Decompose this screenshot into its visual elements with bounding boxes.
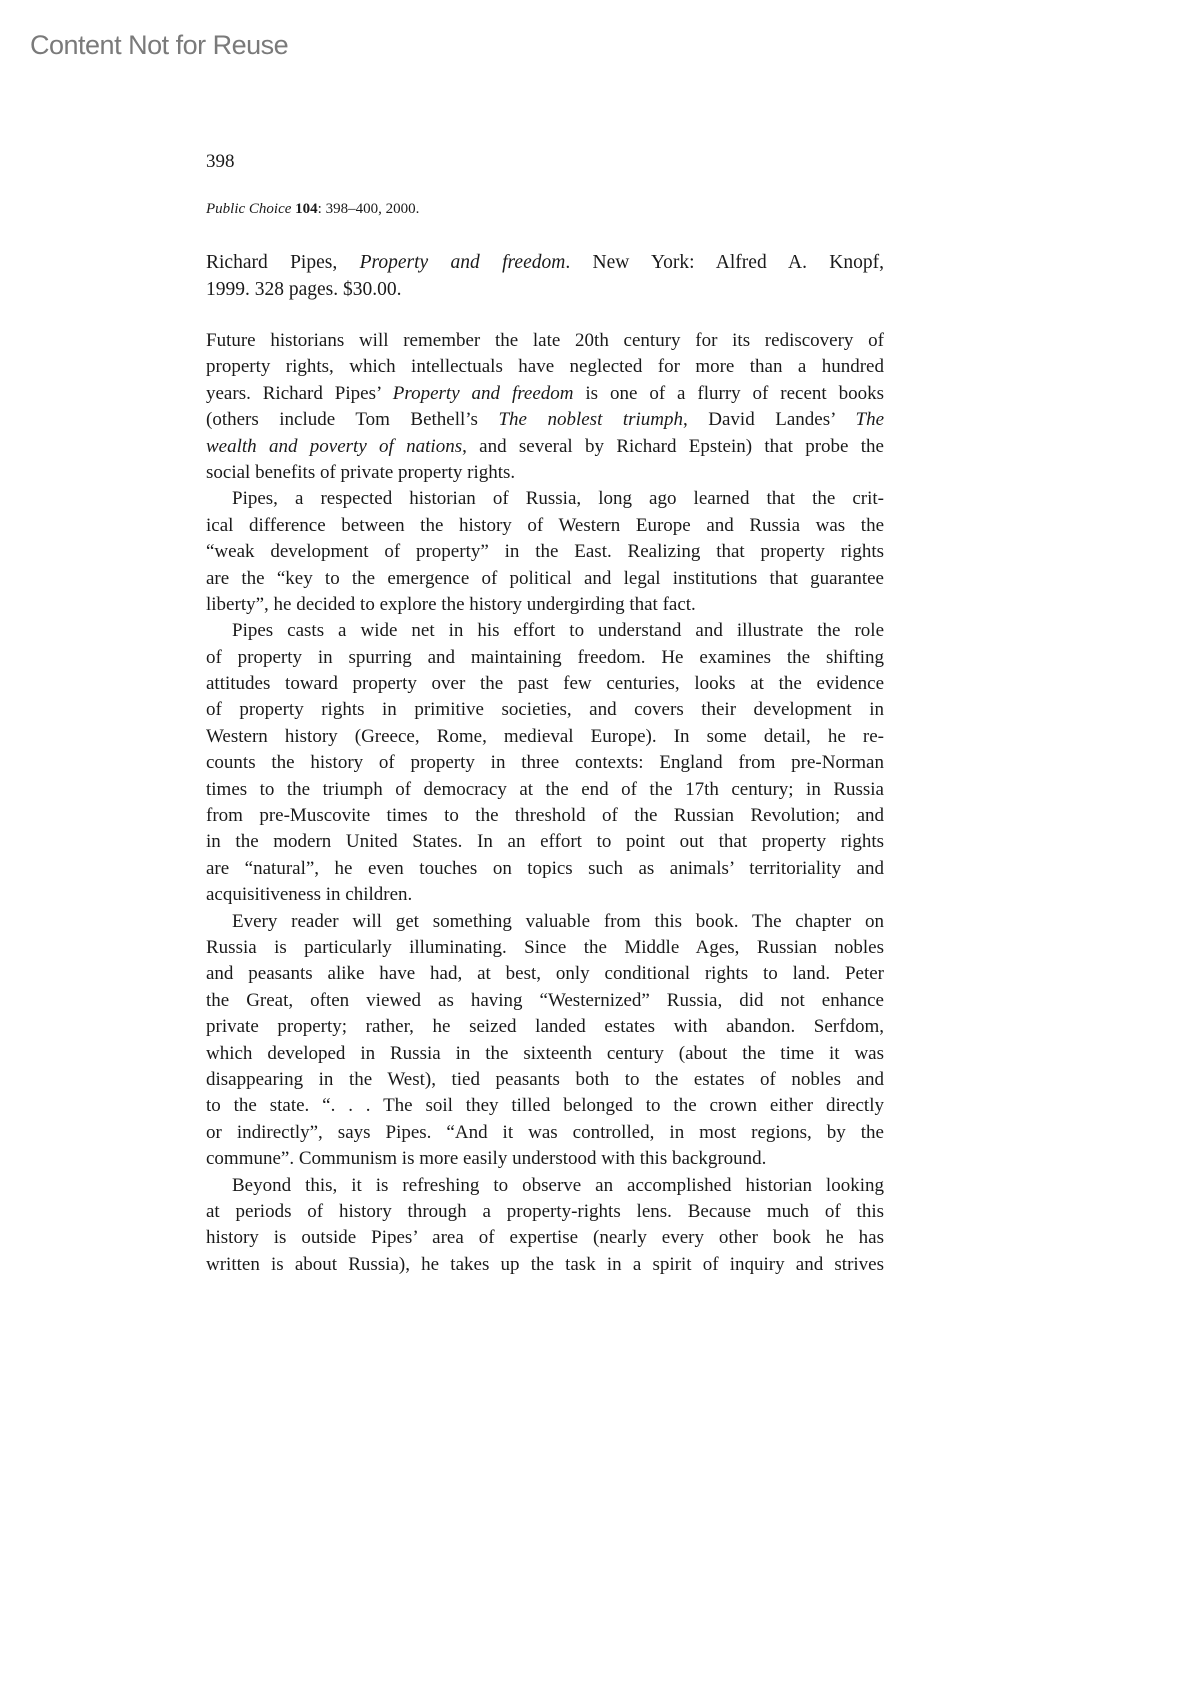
text-segment: attitudes toward property over the past few centuries, looks at the evidence <box>206 673 884 695</box>
text-segment: at periods of history through a property-rights lens. Because much of this <box>206 1200 884 1222</box>
text-line <box>206 777 884 803</box>
text-line <box>206 671 884 697</box>
text-line <box>206 513 884 539</box>
text-segment: of property rights in primitive societies, and covers their development in <box>206 699 884 721</box>
text-line <box>206 750 884 776</box>
text-segment: are the “key to the emergence of political and legal institutions that guarantee <box>206 567 884 589</box>
text-segment: acquisitiveness in children. <box>206 884 413 906</box>
text-line <box>206 988 884 1014</box>
text-segment: . New York: Alfred A. Knopf, <box>565 252 884 273</box>
text-line <box>206 354 884 380</box>
text-line <box>206 486 884 512</box>
text-line <box>206 1173 884 1199</box>
text-segment: (others include Tom Bethell’s <box>206 409 499 431</box>
text-line <box>206 961 884 987</box>
text-segment: commune”. Communism is more easily understood with this background. <box>206 1148 767 1170</box>
text-line <box>206 249 884 276</box>
text-segment: ical difference between the history of Western Europe and Russia was the <box>206 514 884 536</box>
text-segment: counts the history of property in three contexts: England from pre-Norman <box>206 752 884 774</box>
text-line <box>206 618 884 644</box>
text-line <box>206 1067 884 1093</box>
text-segment: from pre-Muscovite times to the threshold of the Russian Revolution; and <box>206 805 884 827</box>
text-line <box>206 1225 884 1251</box>
text-line <box>206 1199 884 1225</box>
text-segment: , David Landes’ <box>683 409 856 431</box>
text-segment: Western history (Greece, Rome, medieval Europe). In some detail, he re- <box>206 725 884 747</box>
text-segment: social benefits of private property rights. <box>206 461 516 483</box>
text-segment: Pipes, a respected historian of Russia, long ago learned that the crit- <box>232 488 884 510</box>
text-line <box>206 1252 884 1278</box>
text-line <box>206 381 884 407</box>
text-line <box>206 1093 884 1119</box>
text-segment: liberty”, he decided to explore the history undergirding that fact. <box>206 593 696 615</box>
text-segment: Pipes casts a wide net in his effort to understand and illustrate the role <box>232 620 884 642</box>
italic-text: Property and freedom <box>359 252 566 273</box>
text-segment: times to the triumph of democracy at the end of the 17th century; in Russia <box>206 778 884 800</box>
text-line <box>206 935 884 961</box>
text-line <box>206 592 884 618</box>
italic-text: Property and freedom <box>392 382 574 404</box>
text-line <box>206 803 884 829</box>
text-segment: written is about Russia), he takes up the task in a spirit of inquiry and strives <box>206 1253 884 1275</box>
text-segment: or indirectly”, says Pipes. “And it was controlled, in most regions, by the <box>206 1121 884 1143</box>
italic-text: Public Choice <box>206 201 296 217</box>
watermark: Content Not for Reuse <box>30 30 289 60</box>
text-line <box>206 1120 884 1146</box>
text-segment: : 398–400, 2000. <box>317 201 420 217</box>
text-line <box>206 1014 884 1040</box>
book-citation <box>206 249 884 303</box>
text-segment: Richard Pipes, <box>206 252 360 273</box>
text-segment: history is outside Pipes’ area of expertise (nearly every other book he has <box>206 1227 884 1249</box>
text-segment: Russia is particularly illuminating. Since the Middle Ages, Russian nobles <box>206 936 884 958</box>
text-segment: are “natural”, he even touches on topics such as animals’ territoriality and <box>206 857 884 879</box>
text-line <box>206 566 884 592</box>
text-segment: years. Richard Pipes’ <box>206 382 393 404</box>
text-segment: disappearing in the West), tied peasants both to the estates of nobles and <box>206 1068 884 1090</box>
text-segment: of property in spurring and maintaining freedom. He examines the shifting <box>206 646 884 668</box>
text-line <box>206 328 884 354</box>
text-segment: , and several by Richard Epstein) that probe the <box>462 435 884 457</box>
italic-text: The noblest triumph <box>498 409 684 431</box>
text-segment: and peasants alike have had, at best, only conditional rights to land. Peter <box>206 963 884 985</box>
text-line <box>206 407 884 433</box>
italic-text: The <box>855 409 885 431</box>
text-segment: private property; rather, he seized landed estates with abandon. Serfdom, <box>206 1016 884 1038</box>
text-line <box>206 909 884 935</box>
journal-reference <box>206 201 419 218</box>
text-segment: Beyond this, it is refreshing to observe an accomplished historian looking <box>232 1174 884 1196</box>
review-body <box>206 328 884 1278</box>
text-segment: the Great, often viewed as having “Westernized” Russia, did not enhance <box>206 989 884 1011</box>
text-segment: to the state. “. . . The soil they tilled belonged to the crown either directly <box>206 1095 884 1117</box>
text-segment: property rights, which intellectuals have neglected for more than a hundred <box>206 356 884 378</box>
text-segment: in the modern United States. In an effort to point out that property rights <box>206 831 884 853</box>
text-line <box>206 697 884 723</box>
text-segment: which developed in Russia in the sixteenth century (about the time it was <box>206 1042 884 1064</box>
text-line <box>206 856 884 882</box>
bold-text: 104 <box>295 201 318 217</box>
text-segment: 1999. 328 pages. $30.00. <box>206 279 402 300</box>
text-line <box>206 539 884 565</box>
text-segment: Future historians will remember the late 20th century for its rediscovery of <box>206 330 884 351</box>
italic-text: wealth and poverty of nations <box>206 435 463 457</box>
page-number: 398 <box>206 151 235 172</box>
text-segment: “weak development of property” in the East. Realizing that property rights <box>206 541 884 563</box>
text-line <box>206 882 884 908</box>
text-line <box>206 724 884 750</box>
text-line <box>206 276 884 303</box>
text-line <box>206 1146 884 1172</box>
text-segment: Every reader will get something valuable from this book. The chapter on <box>232 910 884 932</box>
text-line <box>206 829 884 855</box>
text-line <box>206 645 884 671</box>
text-segment: is one of a flurry of recent books <box>573 382 884 404</box>
text-line <box>206 1041 884 1067</box>
text-line <box>206 460 884 486</box>
text-line <box>206 434 884 460</box>
